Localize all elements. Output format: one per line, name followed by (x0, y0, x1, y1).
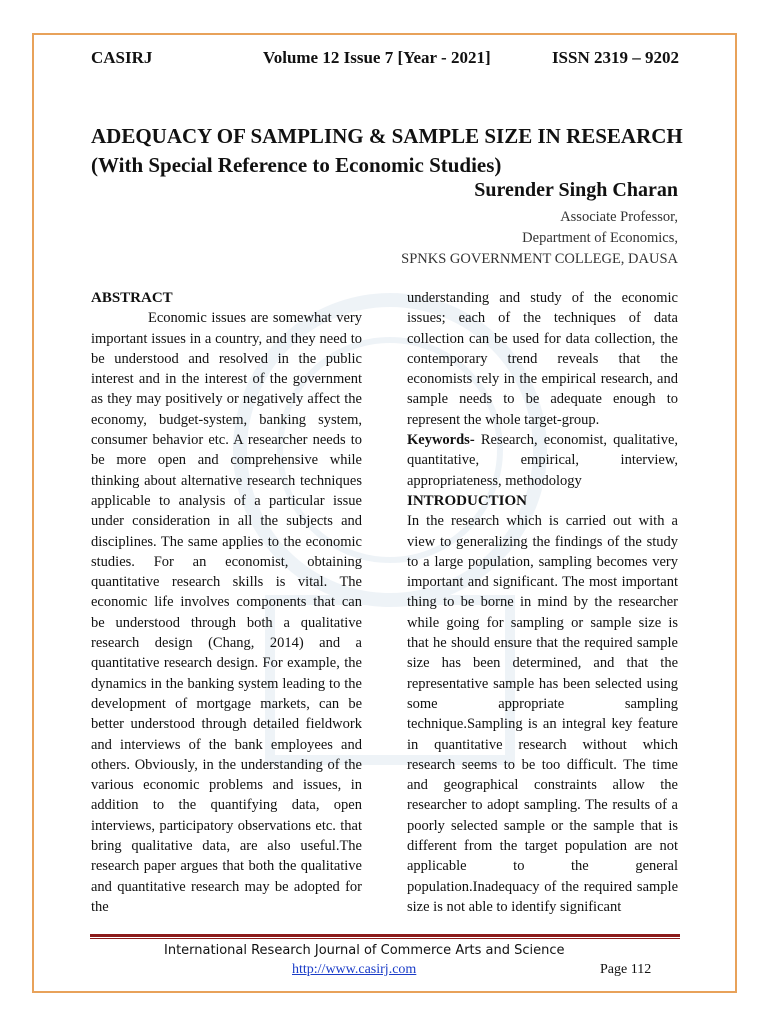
running-header (91, 48, 679, 72)
introduction-text: In the research which is carried out with a view to generalizing the findings of the study to a large population, sampling becomes very important and significant. The most important thing to be borne in mind by the researcher while going for sampling or sample size is that he should ensure that the required sample size has been determined, and that the representative sample has been selected using some appropriate sampling technique.Sampling is an integral key feature in quantitative research without which research seems to be too difficult. The time and geographical constraints allow the researcher to adopt sampling. The results of a poorly selected sample or the sample that is different from the target population are not applicable to the general population.Inadequacy of the required sample size is not able to identify significant (407, 513, 678, 915)
header-issn: ISSN 2319 – 9202 (551, 48, 679, 67)
keywords-text: Research, economist, qualitative, quantitative, empirical, interview, appropriateness, methodology (407, 432, 678, 489)
abstract-heading: ABSTRACT (91, 290, 173, 306)
keywords-label: Keywords- (407, 432, 475, 449)
page-number: Page 112 (600, 962, 652, 977)
abstract-continuation: understanding and study of the economic issues; each of the techniques of data collection can be used for data collection, the contemporary trend reveals that the economists rely in the empirical research, and sample needs to be adequate enough to represent the whole target-group. (407, 290, 678, 428)
author-college: SPNKS GOVERNMENT COLLEGE, DAUSA (401, 251, 678, 267)
author-department: Department of Economics, (522, 230, 678, 246)
left-column (91, 288, 362, 917)
header-volume: Volume 12 Issue 7 [Year - 2021] (263, 48, 491, 67)
title-line-2: (With Special Reference to Economic Studies) (91, 153, 502, 177)
right-column (407, 288, 678, 917)
footer-website-link[interactable]: http://www.casirj.com (292, 962, 417, 977)
header-journal-abbr: CASIRJ (91, 48, 153, 67)
title-line-1: ADEQUACY OF SAMPLING & SAMPLE SIZE IN RESEARCH (91, 124, 683, 148)
footer-journal-name: International Research Journal of Commerce Arts and Science (164, 943, 565, 958)
author-name: Surender Singh Charan (474, 179, 678, 201)
author-affiliation (401, 207, 678, 270)
footer-rule-thick (90, 934, 680, 937)
keywords (407, 430, 678, 491)
author-position: Associate Professor, (560, 209, 678, 225)
footer-rule-thin (90, 938, 680, 939)
abstract-text: Economic issues are somewhat very important issues in a country, and they need to be understood and resolved in the public interest and in the interest of the government as they may positively or negatively affect the economy, budget-system, banking system, consumer behavior etc. A researcher needs to be more open and comprehensive while thinking about alternative research techniques applicable to analysis of a particular issue under consideration in all the subjects and disciplines. The same applies to the economic studies. For an economist, obtaining quantitative research skills is vital. The economic life involves components that can be understood through both a qualitative research design (Chang, 2014) and a quantitative research design. For example, the dynamics in the banking system leading to the development of mortgage markets, can be better understood through detailed fieldwork and interviews of the bank employees and others. Obviously, in the understanding of the various economic problems and issues, in addition to the quantifying data, open interviews, participatory observations etc. that bring qualitative data, are also useful.The research paper argues that both the qualitative and quantitative research may be adopted for the (91, 310, 362, 915)
introduction-heading: INTRODUCTION (407, 492, 528, 509)
paper-title (91, 122, 691, 180)
